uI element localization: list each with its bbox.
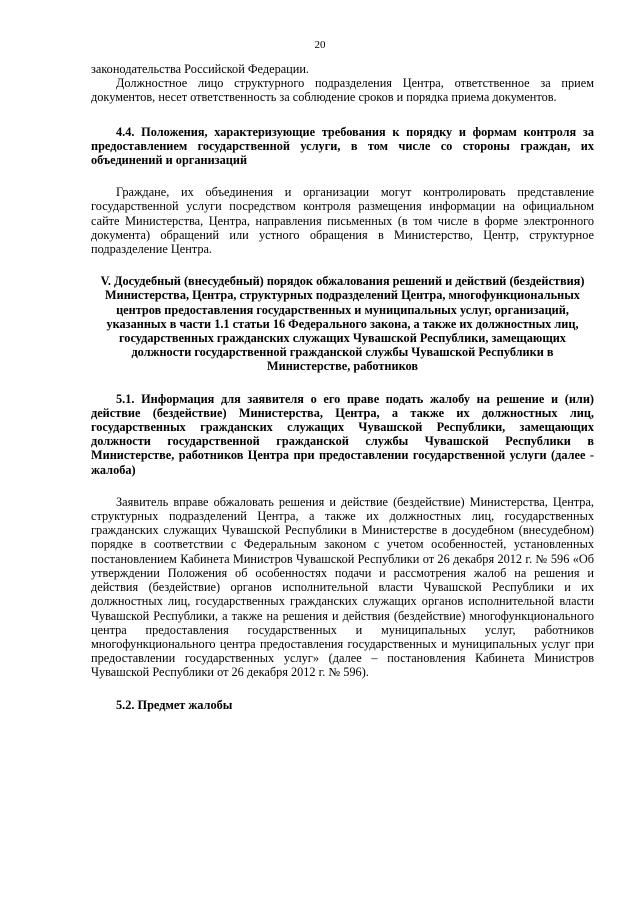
paragraph-citizens-control: Граждане, их объединения и организации могут контролировать представление государственной услуги посредством контроля размещения информации на официальном сайте Министерства, Центра, направления письменных (в том числе в форме электронного документа) обращений или устного обращения в Министерство, Центр, структурное подразделение Центра. bbox=[91, 185, 594, 257]
page-number: 20 bbox=[314, 39, 326, 51]
heading-4-4: 4.4. Положения, характеризующие требования к порядку и формам контроля за предоставлением государственной услуги, в том числе со стороны граждан, их объединений и организаций bbox=[91, 124, 594, 168]
heading-section-v: V. Досудебный (внесудебный) порядок обжалования решений и действий (бездействия) Министерства, Центра, структурных подразделений Центра, многофункциональных центров предоставления государственных и муниципальных услуг, организаций, указанных в части 1.1 статьи 16 Федерального закона, а также их должностных лиц, государственных гражданских служащих Чувашской Республики, замещающих должности государственной гражданской службы Чувашской Республики в Министерстве, работников bbox=[100, 274, 585, 374]
paragraph-law-ending: законодательства Российской Федерации. bbox=[91, 62, 309, 76]
paragraph-appeal-right: Заявитель вправе обжаловать решения и действие (бездействие) Министерства, Центра, структурных подразделений Центра, а также их должностных лиц, государственных гражданских служащих Чувашской Республики в Министерстве в досудебном (внесудебном) порядке в соответствии с Федеральным законом с учетом особенностей, установленных постановлением Кабинета Министров Чувашской Республики от 26 декабря 2012 г. № 596 «Об утверждении Положения об особенностях подачи и рассмотрения жалоб на решения и действия (бездействие) органов исполнительной власти Чувашской Республики и их должностных лиц, государственных гражданских служащих органов исполнительной власти Чувашской Республики, а также на решения и действия (бездействие) многофункционального центра предоставления государственных и муниципальных услуг, работников многофункционального центра предоставления государственных и муниципальных услуг при предоставлении государственных услуг» (далее – постановления Кабинета Министров Чувашской Республики от 26 декабря 2012 г. № 596). bbox=[91, 494, 594, 680]
paragraph-responsible-official: Должностное лицо структурного подразделения Центра, ответственное за прием документов, несет ответственность за соблюдение сроков и порядка приема документов. bbox=[91, 76, 594, 105]
page-content bbox=[91, 62, 594, 712]
heading-5-2: 5.2. Предмет жалобы bbox=[116, 697, 233, 712]
heading-5-1: 5.1. Информация для заявителя о его праве подать жалобу на решение и (или) действие (бездействие) Министерства, Центра, а также их должностных лиц, государственных гражданских служащих Чувашской Республики, замещающих должности государственной гражданской службы Чувашской Республики в Министерстве, работников Центра при предоставлении государственной услуги (далее - жалоба) bbox=[91, 391, 594, 477]
